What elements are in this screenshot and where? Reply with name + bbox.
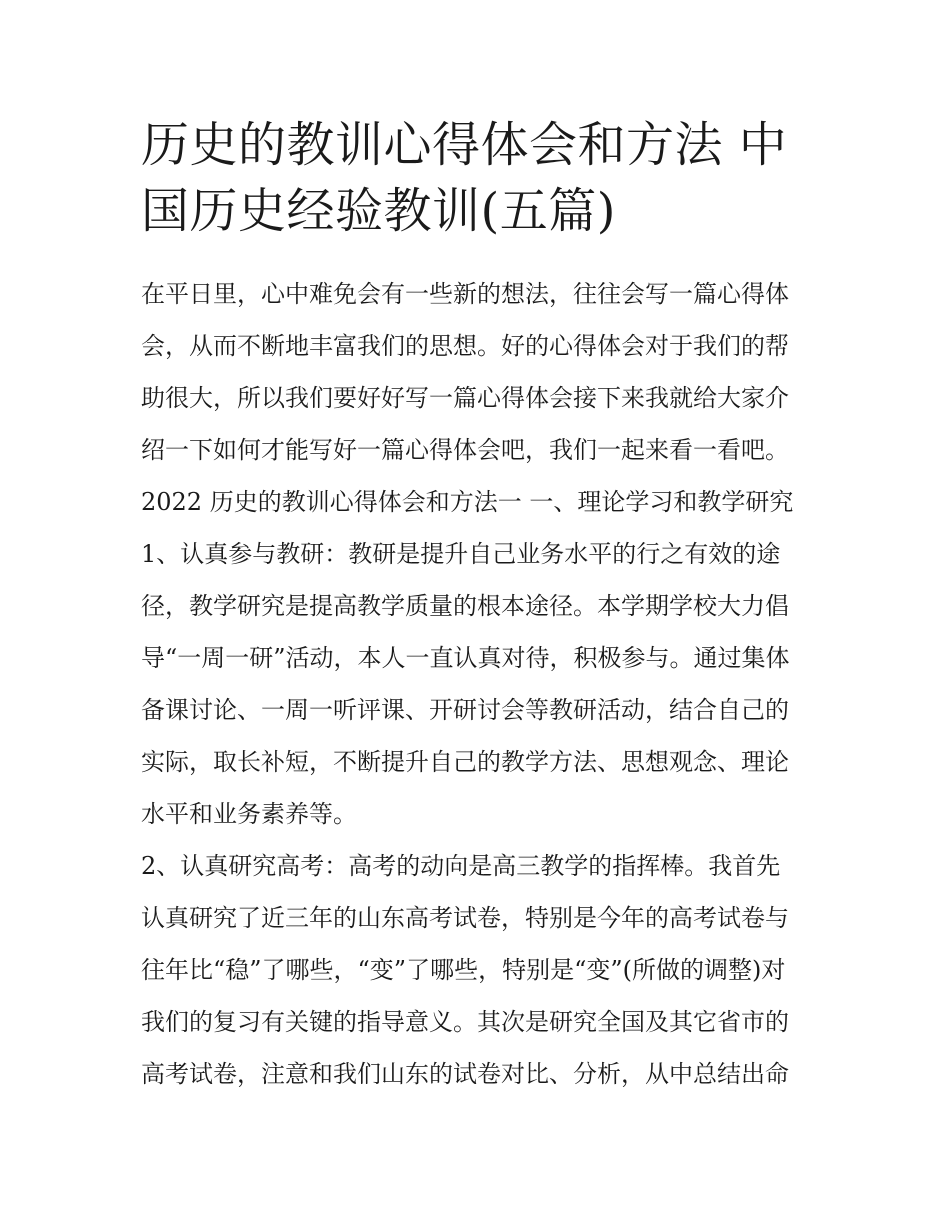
- document-page: [141, 112, 821, 1100]
- body-line: 高考试卷，注意和我们山东的试卷对比、分析，从中总结出命: [141, 1060, 789, 1088]
- title-line: 历史的教训心得体会和方法 中: [141, 117, 788, 173]
- body-line: 备课讨论、一周一听评课、开研讨会等教研活动，结合自己的: [141, 696, 789, 724]
- document-title: [141, 112, 821, 244]
- body-line: 会，从而不断地丰富我们的思想。好的心得体会对于我们的帮: [141, 332, 789, 360]
- body-line: 2、认真研究高考：高考的动向是高三教学的指挥棒。我首先: [141, 852, 781, 880]
- body-line: 2022 历史的教训心得体会和方法一 一、理论学习和教学研究: [141, 488, 794, 516]
- title-line: 国历史经验教训(五篇): [141, 183, 616, 239]
- body-line: 1、认真参与教研：教研是提升自己业务水平的行之有效的途: [141, 540, 781, 568]
- body-line: 往年比“稳”了哪些，“变”了哪些，特别是“变”(所做的调整)对: [141, 956, 786, 984]
- document-body: [141, 268, 821, 1100]
- body-line: 实际，取长补短，不断提升自己的教学方法、思想观念、理论: [141, 748, 789, 776]
- body-line: 导“一周一研”活动，本人一直认真对待，积极参与。通过集体: [141, 644, 790, 672]
- body-line: 水平和业务素养等。: [141, 800, 357, 828]
- body-line: 认真研究了近三年的山东高考试卷，特别是今年的高考试卷与: [141, 904, 789, 932]
- body-line: 我们的复习有关键的指导意义。其次是研究全国及其它省市的: [141, 1008, 789, 1036]
- body-line: 径，教学研究是提高教学质量的根本途径。本学期学校大力倡: [141, 592, 789, 620]
- body-line: 绍一下如何才能写好一篇心得体会吧，我们一起来看一看吧。: [141, 436, 789, 464]
- body-line: 在平日里，心中难免会有一些新的想法，往往会写一篇心得体: [141, 280, 789, 308]
- body-line: 助很大，所以我们要好好写一篇心得体会接下来我就给大家介: [141, 384, 789, 412]
